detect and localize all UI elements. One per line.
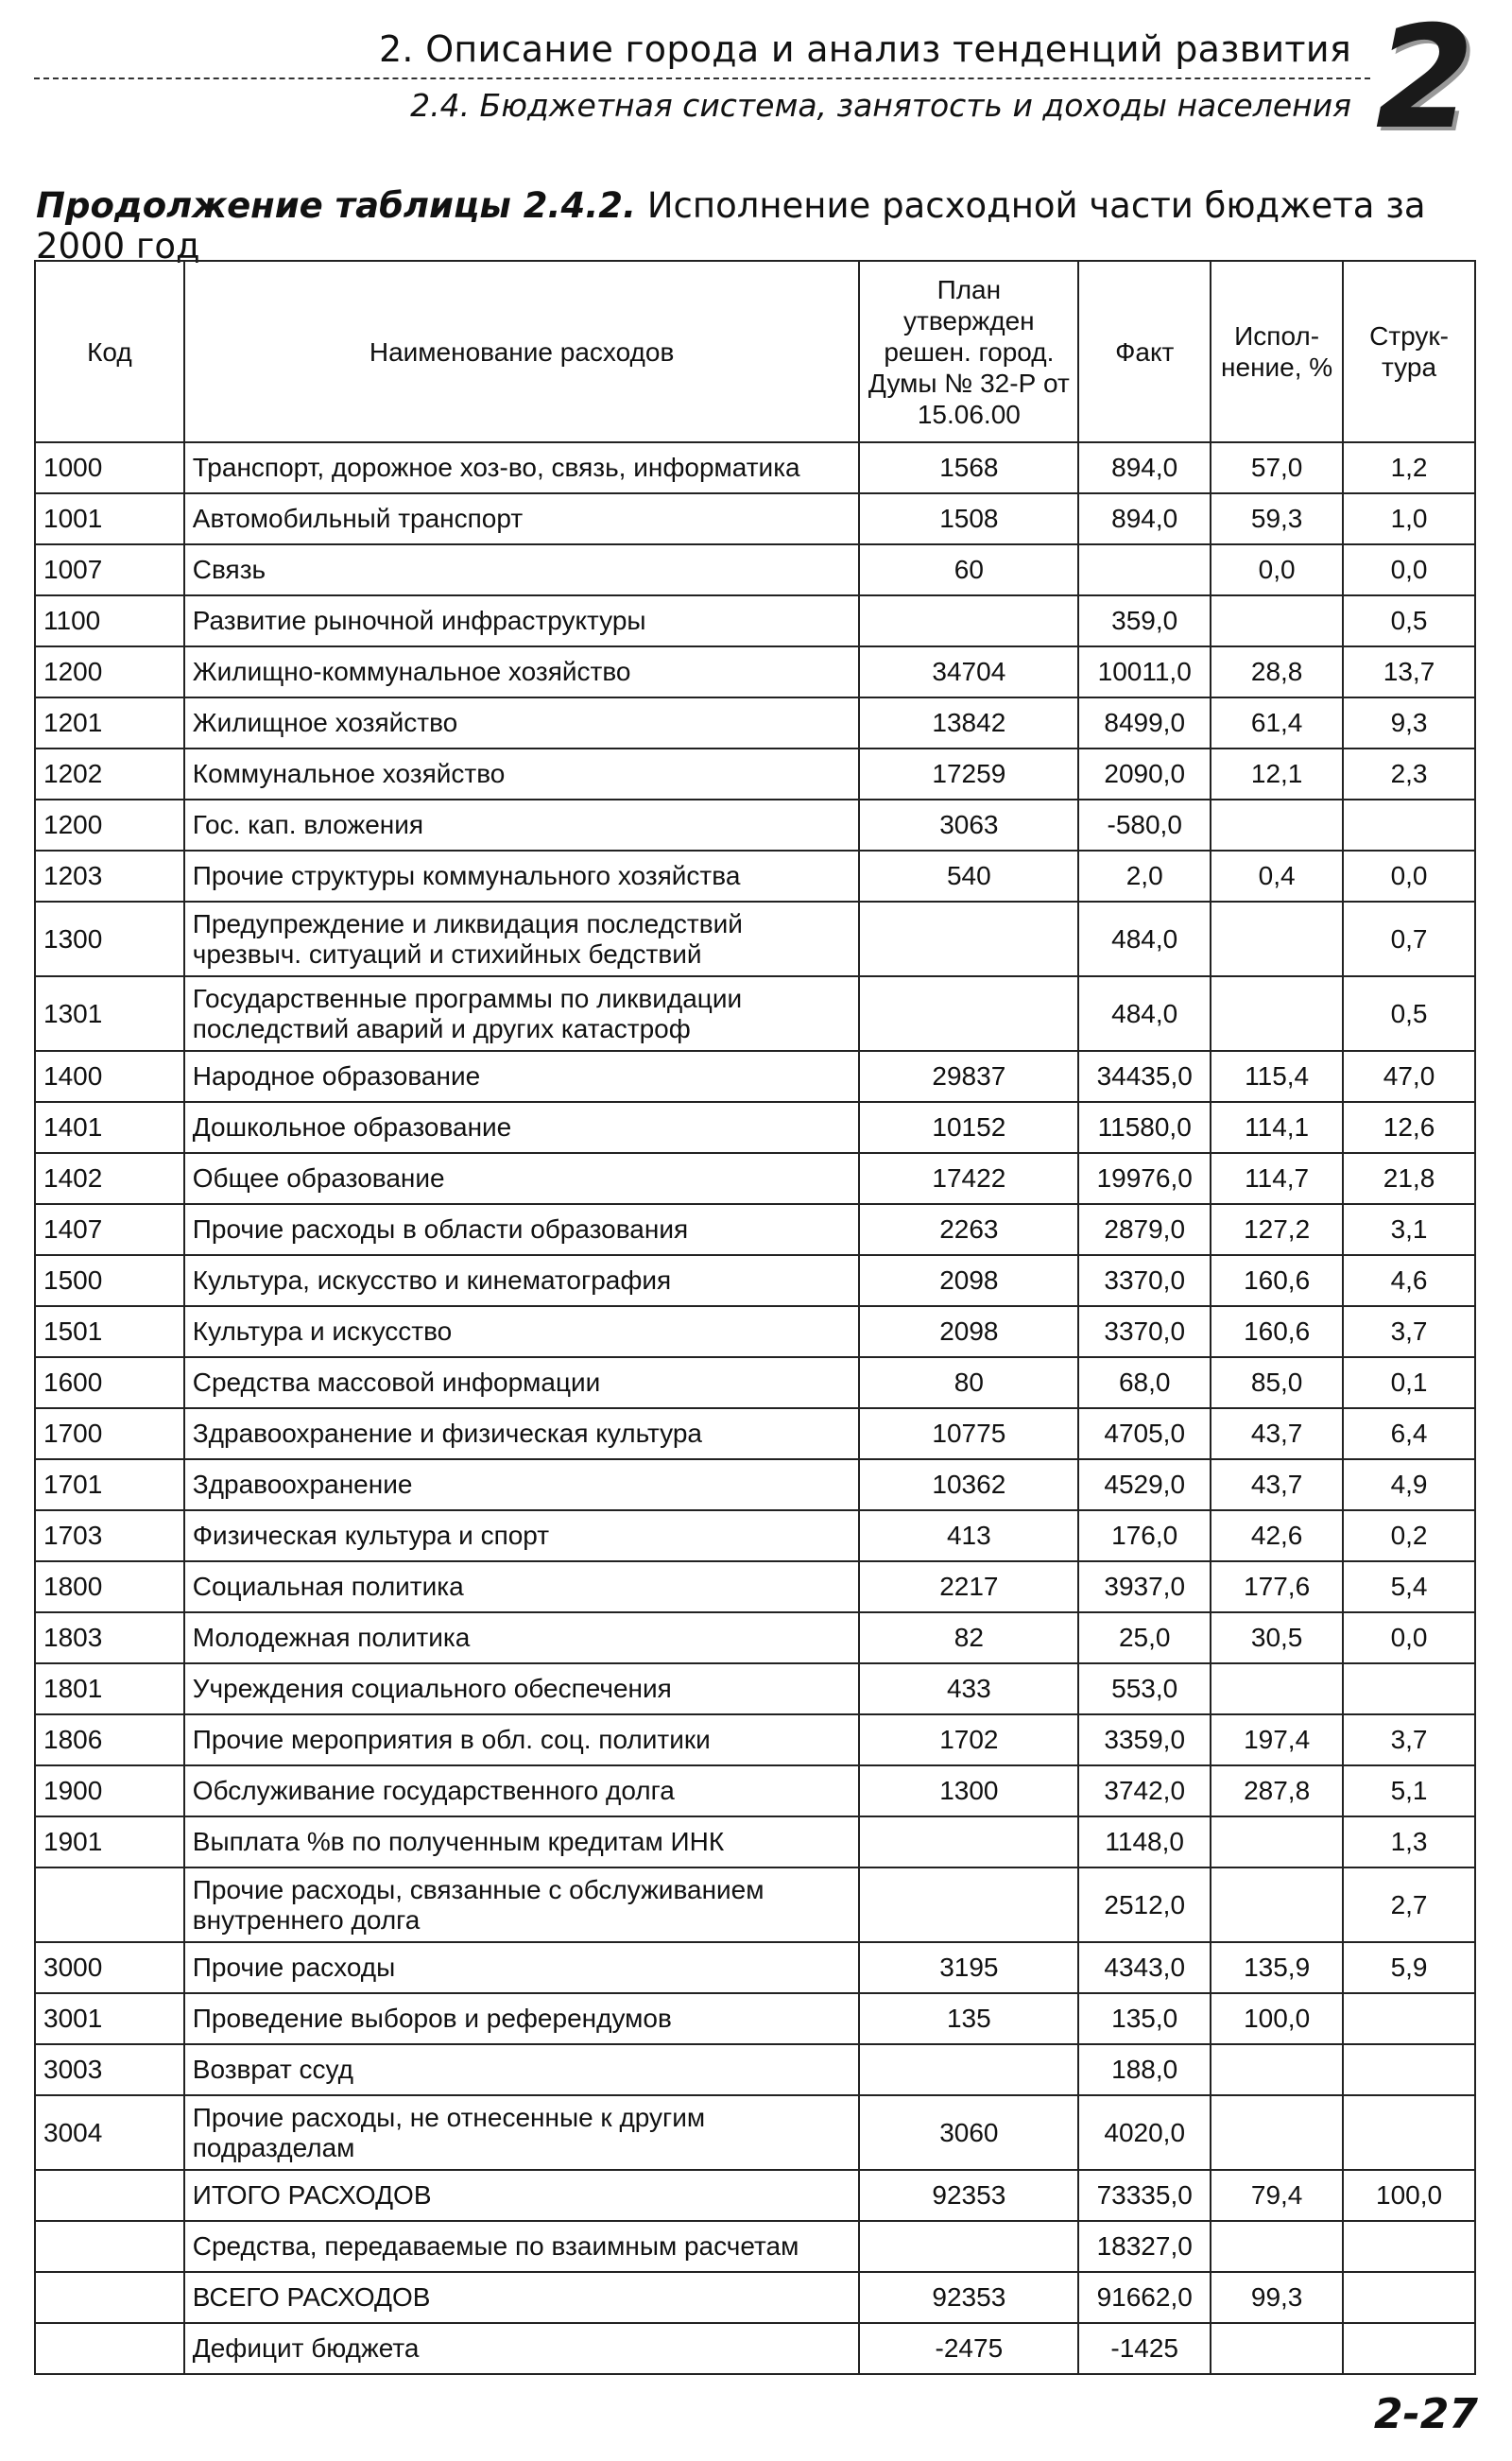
cell-plan: 80 [859, 1357, 1078, 1408]
cell-code: 1801 [35, 1663, 184, 1714]
cell-execution [1211, 902, 1343, 976]
cell-name: Дефицит бюджета [184, 2323, 860, 2374]
table-header-row [35, 261, 1475, 442]
cell-plan [859, 595, 1078, 646]
cell-plan [859, 902, 1078, 976]
cell-name: Физическая культура и спорт [184, 1510, 860, 1561]
cell-plan: 29837 [859, 1051, 1078, 1102]
cell-execution: 135,9 [1211, 1942, 1343, 1993]
cell-execution: 79,4 [1211, 2170, 1343, 2221]
cell-name: Прочие расходы в области образования [184, 1204, 860, 1255]
header-code: Код [35, 261, 184, 442]
cell-execution: 114,1 [1211, 1102, 1343, 1153]
table-row [35, 2170, 1475, 2221]
cell-name: Коммунальное хозяйство [184, 749, 860, 800]
cell-code: 1501 [35, 1306, 184, 1357]
cell-structure: 4,6 [1343, 1255, 1475, 1306]
cell-plan [859, 1867, 1078, 1942]
cell-structure [1343, 2323, 1475, 2374]
cell-execution: 30,5 [1211, 1612, 1343, 1663]
cell-execution [1211, 1816, 1343, 1867]
table-row [35, 1510, 1475, 1561]
cell-fact: 188,0 [1078, 2044, 1211, 2095]
budget-expenditure-table [34, 260, 1476, 2375]
table-row [35, 1561, 1475, 1612]
cell-plan: 10152 [859, 1102, 1078, 1153]
cell-name: ИТОГО РАСХОДОВ [184, 2170, 860, 2221]
cell-structure: 2,3 [1343, 749, 1475, 800]
cell-name: Транспорт, дорожное хоз-во, связь, информатика [184, 442, 860, 493]
table-row [35, 1816, 1475, 1867]
cell-name: Культура, искусство и кинематография [184, 1255, 860, 1306]
cell-plan [859, 976, 1078, 1051]
cell-execution: 28,8 [1211, 646, 1343, 697]
cell-plan: 2098 [859, 1255, 1078, 1306]
table-row [35, 1714, 1475, 1765]
cell-plan: 92353 [859, 2170, 1078, 2221]
table-row [35, 1612, 1475, 1663]
cell-structure [1343, 1663, 1475, 1714]
table-row [35, 646, 1475, 697]
table-row [35, 1765, 1475, 1816]
cell-name: Жилищное хозяйство [184, 697, 860, 749]
table-row [35, 851, 1475, 902]
cell-execution: 100,0 [1211, 1993, 1343, 2044]
cell-structure: 12,6 [1343, 1102, 1475, 1153]
cell-structure [1343, 2221, 1475, 2272]
cell-fact: 4705,0 [1078, 1408, 1211, 1459]
caption-lead: Продолжение таблицы 2.4.2. [36, 185, 637, 226]
cell-name: Прочие расходы, связанные с обслуживанием внутреннего долга [184, 1867, 860, 1942]
cell-structure [1343, 2044, 1475, 2095]
cell-code: 1901 [35, 1816, 184, 1867]
cell-plan: 1568 [859, 442, 1078, 493]
cell-execution [1211, 2323, 1343, 2374]
cell-name: Жилищно-коммунальное хозяйство [184, 646, 860, 697]
table-row [35, 2221, 1475, 2272]
cell-code: 1301 [35, 976, 184, 1051]
cell-fact: 19976,0 [1078, 1153, 1211, 1204]
cell-name: Предупреждение и ликвидация последствий чрезвыч. ситуаций и стихийных бедствий [184, 902, 860, 976]
cell-fact: 10011,0 [1078, 646, 1211, 697]
cell-execution: 160,6 [1211, 1306, 1343, 1357]
cell-name: Возврат ссуд [184, 2044, 860, 2095]
cell-fact: 3937,0 [1078, 1561, 1211, 1612]
cell-code: 1200 [35, 646, 184, 697]
cell-plan: 3063 [859, 800, 1078, 851]
cell-name: Общее образование [184, 1153, 860, 1204]
cell-plan: 10775 [859, 1408, 1078, 1459]
cell-code [35, 1867, 184, 1942]
page-number: 2-27 [1373, 2390, 1478, 2438]
cell-fact: 73335,0 [1078, 2170, 1211, 2221]
cell-code: 1803 [35, 1612, 184, 1663]
cell-structure: 3,7 [1343, 1306, 1475, 1357]
cell-execution [1211, 800, 1343, 851]
table-row [35, 1102, 1475, 1153]
cell-execution: 85,0 [1211, 1357, 1343, 1408]
cell-name: Народное образование [184, 1051, 860, 1102]
cell-fact: 25,0 [1078, 1612, 1211, 1663]
cell-execution: 59,3 [1211, 493, 1343, 544]
cell-fact: 68,0 [1078, 1357, 1211, 1408]
cell-execution: 115,4 [1211, 1051, 1343, 1102]
cell-code [35, 2170, 184, 2221]
table-row [35, 595, 1475, 646]
table-row [35, 902, 1475, 976]
cell-code: 1000 [35, 442, 184, 493]
cell-structure [1343, 800, 1475, 851]
table-body [35, 442, 1475, 2374]
table-row [35, 1255, 1475, 1306]
table-row [35, 1306, 1475, 1357]
cell-plan: 540 [859, 851, 1078, 902]
cell-name: Автомобильный транспорт [184, 493, 860, 544]
cell-name: Государственные программы по ликвидации последствий аварий и других катастроф [184, 976, 860, 1051]
cell-fact: 4529,0 [1078, 1459, 1211, 1510]
table-row [35, 1942, 1475, 1993]
cell-structure: 3,7 [1343, 1714, 1475, 1765]
cell-execution [1211, 1867, 1343, 1942]
cell-fact: 18327,0 [1078, 2221, 1211, 2272]
cell-name: Развитие рыночной инфраструктуры [184, 595, 860, 646]
cell-structure [1343, 1993, 1475, 2044]
cell-plan: 2263 [859, 1204, 1078, 1255]
cell-execution [1211, 595, 1343, 646]
cell-structure: 0,2 [1343, 1510, 1475, 1561]
table-row [35, 697, 1475, 749]
cell-code: 1007 [35, 544, 184, 595]
section-title: 2.4. Бюджетная система, занятость и доходы населения [410, 87, 1351, 124]
cell-plan: 17259 [859, 749, 1078, 800]
table-row [35, 2044, 1475, 2095]
table-row [35, 749, 1475, 800]
cell-fact: 4343,0 [1078, 1942, 1211, 1993]
table-row [35, 544, 1475, 595]
cell-plan: 60 [859, 544, 1078, 595]
cell-execution: 61,4 [1211, 697, 1343, 749]
cell-structure: 100,0 [1343, 2170, 1475, 2221]
cell-code: 1500 [35, 1255, 184, 1306]
table-row [35, 2323, 1475, 2374]
cell-structure: 9,3 [1343, 697, 1475, 749]
cell-plan: 82 [859, 1612, 1078, 1663]
cell-name: Гос. кап. вложения [184, 800, 860, 851]
cell-fact: 3742,0 [1078, 1765, 1211, 1816]
table-row [35, 1663, 1475, 1714]
cell-fact: 553,0 [1078, 1663, 1211, 1714]
cell-fact: 2512,0 [1078, 1867, 1211, 1942]
cell-plan: -2475 [859, 2323, 1078, 2374]
cell-execution: 197,4 [1211, 1714, 1343, 1765]
cell-execution [1211, 1663, 1343, 1714]
table-row [35, 2272, 1475, 2323]
table-row [35, 2095, 1475, 2170]
cell-structure: 5,4 [1343, 1561, 1475, 1612]
cell-execution: 114,7 [1211, 1153, 1343, 1204]
cell-fact: 3370,0 [1078, 1306, 1211, 1357]
cell-plan: 2098 [859, 1306, 1078, 1357]
cell-code: 1300 [35, 902, 184, 976]
header-fact: Факт [1078, 261, 1211, 442]
cell-execution [1211, 2095, 1343, 2170]
cell-structure: 5,9 [1343, 1942, 1475, 1993]
cell-structure: 1,3 [1343, 1816, 1475, 1867]
cell-code: 3001 [35, 1993, 184, 2044]
cell-plan: 413 [859, 1510, 1078, 1561]
cell-code: 3003 [35, 2044, 184, 2095]
cell-name: Социальная политика [184, 1561, 860, 1612]
cell-name: Молодежная политика [184, 1612, 860, 1663]
cell-structure: 0,0 [1343, 1612, 1475, 1663]
cell-structure: 1,2 [1343, 442, 1475, 493]
cell-execution [1211, 2221, 1343, 2272]
cell-code: 1400 [35, 1051, 184, 1102]
cell-name: Средства массовой информации [184, 1357, 860, 1408]
cell-name: Здравоохранение и физическая культура [184, 1408, 860, 1459]
cell-name: Дошкольное образование [184, 1102, 860, 1153]
cell-name: Обслуживание государственного долга [184, 1765, 860, 1816]
cell-code: 3000 [35, 1942, 184, 1993]
cell-code: 1202 [35, 749, 184, 800]
cell-fact: 894,0 [1078, 442, 1211, 493]
chapter-title: 2. Описание города и анализ тенденций развития [378, 28, 1351, 70]
cell-fact: 8499,0 [1078, 697, 1211, 749]
table-row [35, 493, 1475, 544]
cell-structure: 3,1 [1343, 1204, 1475, 1255]
table-row [35, 976, 1475, 1051]
cell-plan: 3195 [859, 1942, 1078, 1993]
cell-code: 1800 [35, 1561, 184, 1612]
cell-code: 1806 [35, 1714, 184, 1765]
cell-structure: 0,7 [1343, 902, 1475, 976]
cell-code: 3004 [35, 2095, 184, 2170]
cell-fact: -1425 [1078, 2323, 1211, 2374]
cell-fact: 91662,0 [1078, 2272, 1211, 2323]
table-row [35, 800, 1475, 851]
cell-structure: 6,4 [1343, 1408, 1475, 1459]
cell-plan: 92353 [859, 2272, 1078, 2323]
cell-execution: 177,6 [1211, 1561, 1343, 1612]
cell-structure: 47,0 [1343, 1051, 1475, 1102]
cell-fact: 4020,0 [1078, 2095, 1211, 2170]
table-row [35, 1204, 1475, 1255]
cell-fact: 484,0 [1078, 976, 1211, 1051]
cell-execution [1211, 976, 1343, 1051]
cell-fact: 3370,0 [1078, 1255, 1211, 1306]
cell-execution: 57,0 [1211, 442, 1343, 493]
cell-name: Выплата %в по полученным кредитам ИНК [184, 1816, 860, 1867]
header-name: Наименование расходов [184, 261, 860, 442]
cell-structure: 21,8 [1343, 1153, 1475, 1204]
table-row [35, 1459, 1475, 1510]
cell-structure: 0,5 [1343, 976, 1475, 1051]
cell-plan: 1702 [859, 1714, 1078, 1765]
table-row [35, 1357, 1475, 1408]
cell-code: 1700 [35, 1408, 184, 1459]
chapter-number-badge: 2 [1375, 0, 1474, 161]
cell-execution: 43,7 [1211, 1408, 1343, 1459]
cell-code: 1407 [35, 1204, 184, 1255]
cell-fact: 484,0 [1078, 902, 1211, 976]
table-row [35, 442, 1475, 493]
cell-code: 1401 [35, 1102, 184, 1153]
cell-execution [1211, 2044, 1343, 2095]
cell-code: 1701 [35, 1459, 184, 1510]
cell-code: 1100 [35, 595, 184, 646]
cell-fact: 2,0 [1078, 851, 1211, 902]
cell-code: 1703 [35, 1510, 184, 1561]
cell-fact: 176,0 [1078, 1510, 1211, 1561]
caption-text: Исполнение расходной части бюджета за 2000 год [36, 185, 1426, 267]
cell-structure: 0,0 [1343, 851, 1475, 902]
header-execution: Испол-нение, % [1211, 261, 1343, 442]
cell-code: 1600 [35, 1357, 184, 1408]
cell-name: Здравоохранение [184, 1459, 860, 1510]
cell-plan: 433 [859, 1663, 1078, 1714]
cell-structure [1343, 2095, 1475, 2170]
cell-structure [1343, 2272, 1475, 2323]
cell-structure: 13,7 [1343, 646, 1475, 697]
cell-name: Учреждения социального обеспечения [184, 1663, 860, 1714]
cell-fact: 894,0 [1078, 493, 1211, 544]
cell-code: 1203 [35, 851, 184, 902]
cell-name: Проведение выборов и референдумов [184, 1993, 860, 2044]
cell-structure: 4,9 [1343, 1459, 1475, 1510]
cell-plan: 2217 [859, 1561, 1078, 1612]
cell-code [35, 2272, 184, 2323]
cell-plan: 1300 [859, 1765, 1078, 1816]
cell-fact: 359,0 [1078, 595, 1211, 646]
cell-name: Прочие структуры коммунального хозяйства [184, 851, 860, 902]
cell-execution: 160,6 [1211, 1255, 1343, 1306]
cell-name: ВСЕГО РАСХОДОВ [184, 2272, 860, 2323]
cell-fact: -580,0 [1078, 800, 1211, 851]
cell-plan: 1508 [859, 493, 1078, 544]
cell-fact: 1148,0 [1078, 1816, 1211, 1867]
table-row [35, 1051, 1475, 1102]
cell-code [35, 2323, 184, 2374]
cell-plan: 13842 [859, 697, 1078, 749]
cell-fact: 135,0 [1078, 1993, 1211, 2044]
cell-plan: 135 [859, 1993, 1078, 2044]
header-plan: План утвержден решен. город. Думы № 32-Р от 15.06.00 [859, 261, 1078, 442]
cell-fact: 2879,0 [1078, 1204, 1211, 1255]
table-caption [36, 185, 1512, 267]
table-row [35, 1153, 1475, 1204]
cell-execution: 43,7 [1211, 1459, 1343, 1510]
cell-execution: 12,1 [1211, 749, 1343, 800]
cell-execution: 0,4 [1211, 851, 1343, 902]
cell-plan: 17422 [859, 1153, 1078, 1204]
cell-fact: 11580,0 [1078, 1102, 1211, 1153]
cell-execution: 127,2 [1211, 1204, 1343, 1255]
cell-name: Прочие мероприятия в обл. соц. политики [184, 1714, 860, 1765]
cell-name: Средства, передаваемые по взаимным расчетам [184, 2221, 860, 2272]
cell-execution: 42,6 [1211, 1510, 1343, 1561]
cell-plan [859, 2044, 1078, 2095]
cell-code: 1200 [35, 800, 184, 851]
cell-structure: 0,5 [1343, 595, 1475, 646]
cell-plan: 34704 [859, 646, 1078, 697]
cell-fact: 34435,0 [1078, 1051, 1211, 1102]
cell-plan: 10362 [859, 1459, 1078, 1510]
header-structure: Струк-тура [1343, 261, 1475, 442]
cell-name: Связь [184, 544, 860, 595]
table-row [35, 1993, 1475, 2044]
cell-structure: 0,0 [1343, 544, 1475, 595]
cell-structure: 5,1 [1343, 1765, 1475, 1816]
cell-code: 1201 [35, 697, 184, 749]
cell-code: 1900 [35, 1765, 184, 1816]
cell-code [35, 2221, 184, 2272]
cell-execution: 0,0 [1211, 544, 1343, 595]
cell-fact [1078, 544, 1211, 595]
cell-execution: 99,3 [1211, 2272, 1343, 2323]
cell-plan [859, 2221, 1078, 2272]
cell-fact: 3359,0 [1078, 1714, 1211, 1765]
cell-name: Прочие расходы, не отнесенные к другим подразделам [184, 2095, 860, 2170]
cell-name: Прочие расходы [184, 1942, 860, 1993]
cell-code: 1402 [35, 1153, 184, 1204]
cell-structure: 0,1 [1343, 1357, 1475, 1408]
cell-execution: 287,8 [1211, 1765, 1343, 1816]
cell-structure: 1,0 [1343, 493, 1475, 544]
cell-structure: 2,7 [1343, 1867, 1475, 1942]
cell-plan [859, 1816, 1078, 1867]
cell-name: Культура и искусство [184, 1306, 860, 1357]
cell-code: 1001 [35, 493, 184, 544]
table-row [35, 1867, 1475, 1942]
table-row [35, 1408, 1475, 1459]
cell-plan: 3060 [859, 2095, 1078, 2170]
header-divider [34, 77, 1370, 79]
cell-fact: 2090,0 [1078, 749, 1211, 800]
